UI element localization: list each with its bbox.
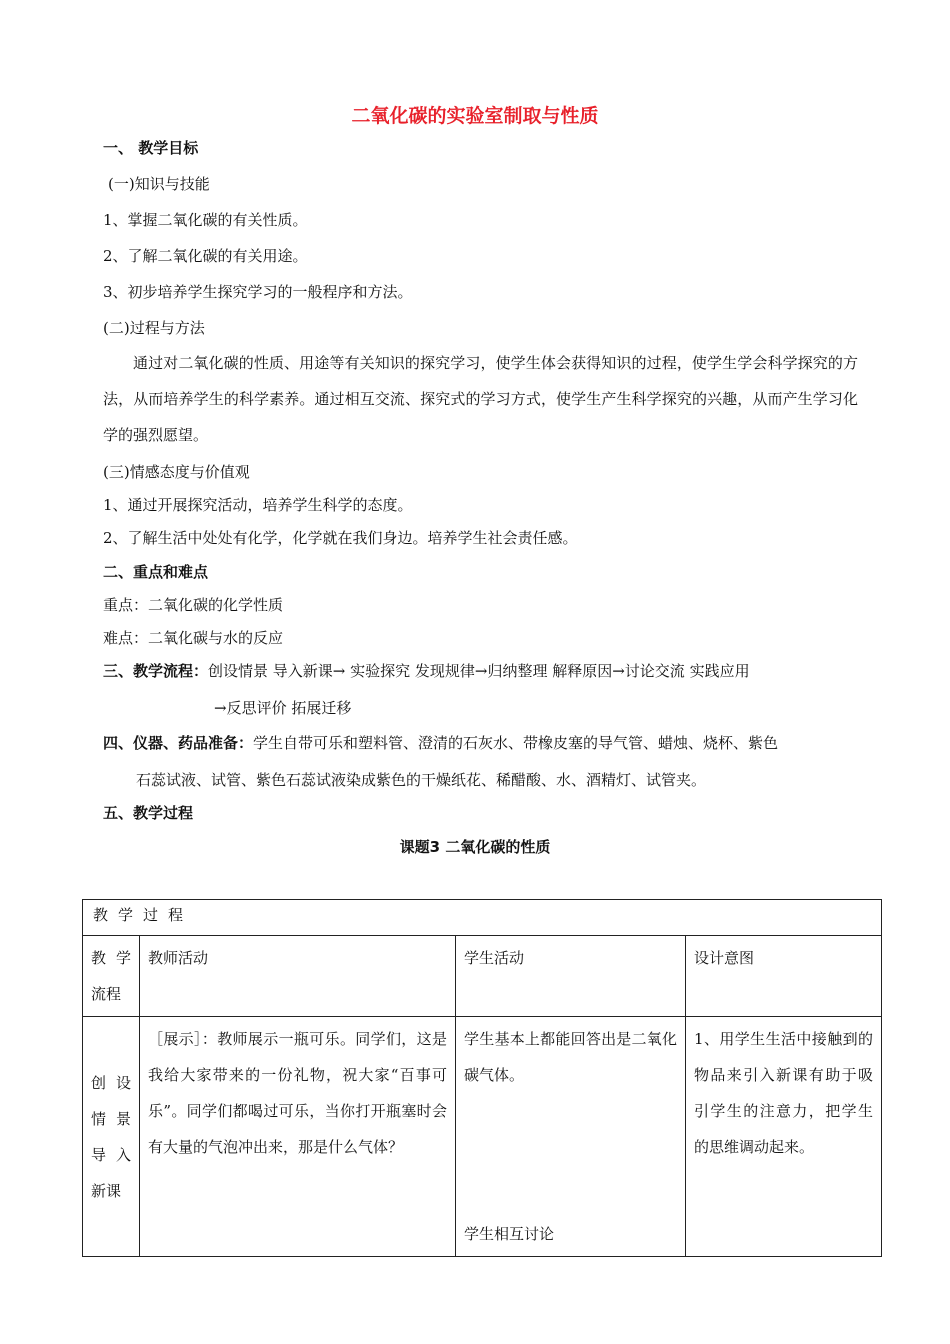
design-intent: 1、用学生生活中接触到的物品来引入新课有助于吸引学生的注意力，把学生的思维调动起来。: [694, 1030, 874, 1156]
header-flow: 教 学 流程: [91, 949, 131, 1003]
process-method-paragraph: 通过对二氧化碳的性质、用途等有关知识的探究学习，使学生体会获得知识的过程，使学生学会科学探究的方法，从而培养学生的科学素养。通过相互交流、探究式的学习方式，使学生产生科学探究的兴趣，从而产生学习化学的强烈愿望。: [103, 354, 858, 444]
student-activity-discuss: 学生相互讨论: [464, 1225, 555, 1243]
teaching-flow-continued: →反思评价 拓展迁移: [214, 699, 352, 717]
table-title-row: [83, 900, 882, 936]
header-teacher-activity: 教师活动: [148, 949, 209, 967]
section-4-line: [103, 733, 778, 753]
header-student-activity: 学生活动: [464, 949, 525, 967]
flow-stage: 创 设 情 景 导 入 新课: [91, 1073, 131, 1200]
difficult-point: 难点：二氧化碳与水的反应: [103, 629, 284, 647]
subsection-2-heading: (二)过程与方法: [103, 319, 205, 337]
document-title: 二氧化碳的实验室制取与性质: [351, 105, 599, 127]
section-1-heading: 一、 教学目标: [103, 139, 199, 157]
table-header-row: [83, 936, 882, 1017]
attitude-item: 1、通过开展探究活动，培养学生科学的态度。: [103, 496, 413, 514]
header-design-intent: 设计意图: [694, 949, 755, 967]
teaching-process-table: [82, 899, 882, 1257]
section-3-label: 三、教学流程：: [103, 662, 209, 680]
materials-continued: 石蕊试液、试管、紫色石蕊试液染成紫色的干燥纸花、稀醋酸、水、酒精灯、试管夹。: [136, 771, 707, 789]
materials-text: 学生自带可乐和塑料管、澄清的石灰水、带橡皮塞的导气管、蜡烛、烧杯、紫色: [253, 734, 779, 752]
section-5-heading: 五、教学过程: [103, 804, 194, 822]
student-activity-answer: 学生基本上都能回答出是二氧化碳气体。: [464, 1030, 677, 1084]
table-title: 教学过程: [93, 906, 194, 924]
subsection-1-heading: (一)知识与技能: [108, 175, 210, 193]
table-row: [83, 1017, 882, 1257]
section-3-line: [103, 661, 750, 681]
key-point: 重点：二氧化碳的化学性质: [103, 596, 284, 614]
teaching-flow-text: 创设情景 导入新课→ 实验探究 发现规律→归纳整理 解释原因→讨论交流 实践应用: [208, 662, 750, 680]
subsection-3-heading: (三)情感态度与价值观: [103, 463, 250, 481]
attitude-item: 2、了解生活中处处有化学，化学就在我们身边。培养学生社会责任感。: [103, 529, 578, 547]
teacher-activity: ［展示］：教师展示一瓶可乐。同学们，这是我给大家带来的一份礼物，祝大家“百事可乐”。同学们都喝过可乐，当你打开瓶塞时会有大量的气泡冲出来，那是什么气体？: [148, 1030, 447, 1156]
lesson-title: 课题3 二氧化碳的性质: [399, 838, 551, 856]
objective-item: 1、掌握二氧化碳的有关性质。: [103, 211, 308, 229]
section-4-label: 四、仪器、药品准备：: [103, 734, 254, 752]
section-2-heading: 二、重点和难点: [103, 563, 209, 581]
objective-item: 2、了解二氧化碳的有关用途。: [103, 247, 308, 265]
objective-item: 3、初步培养学生探究学习的一般程序和方法。: [103, 283, 413, 301]
